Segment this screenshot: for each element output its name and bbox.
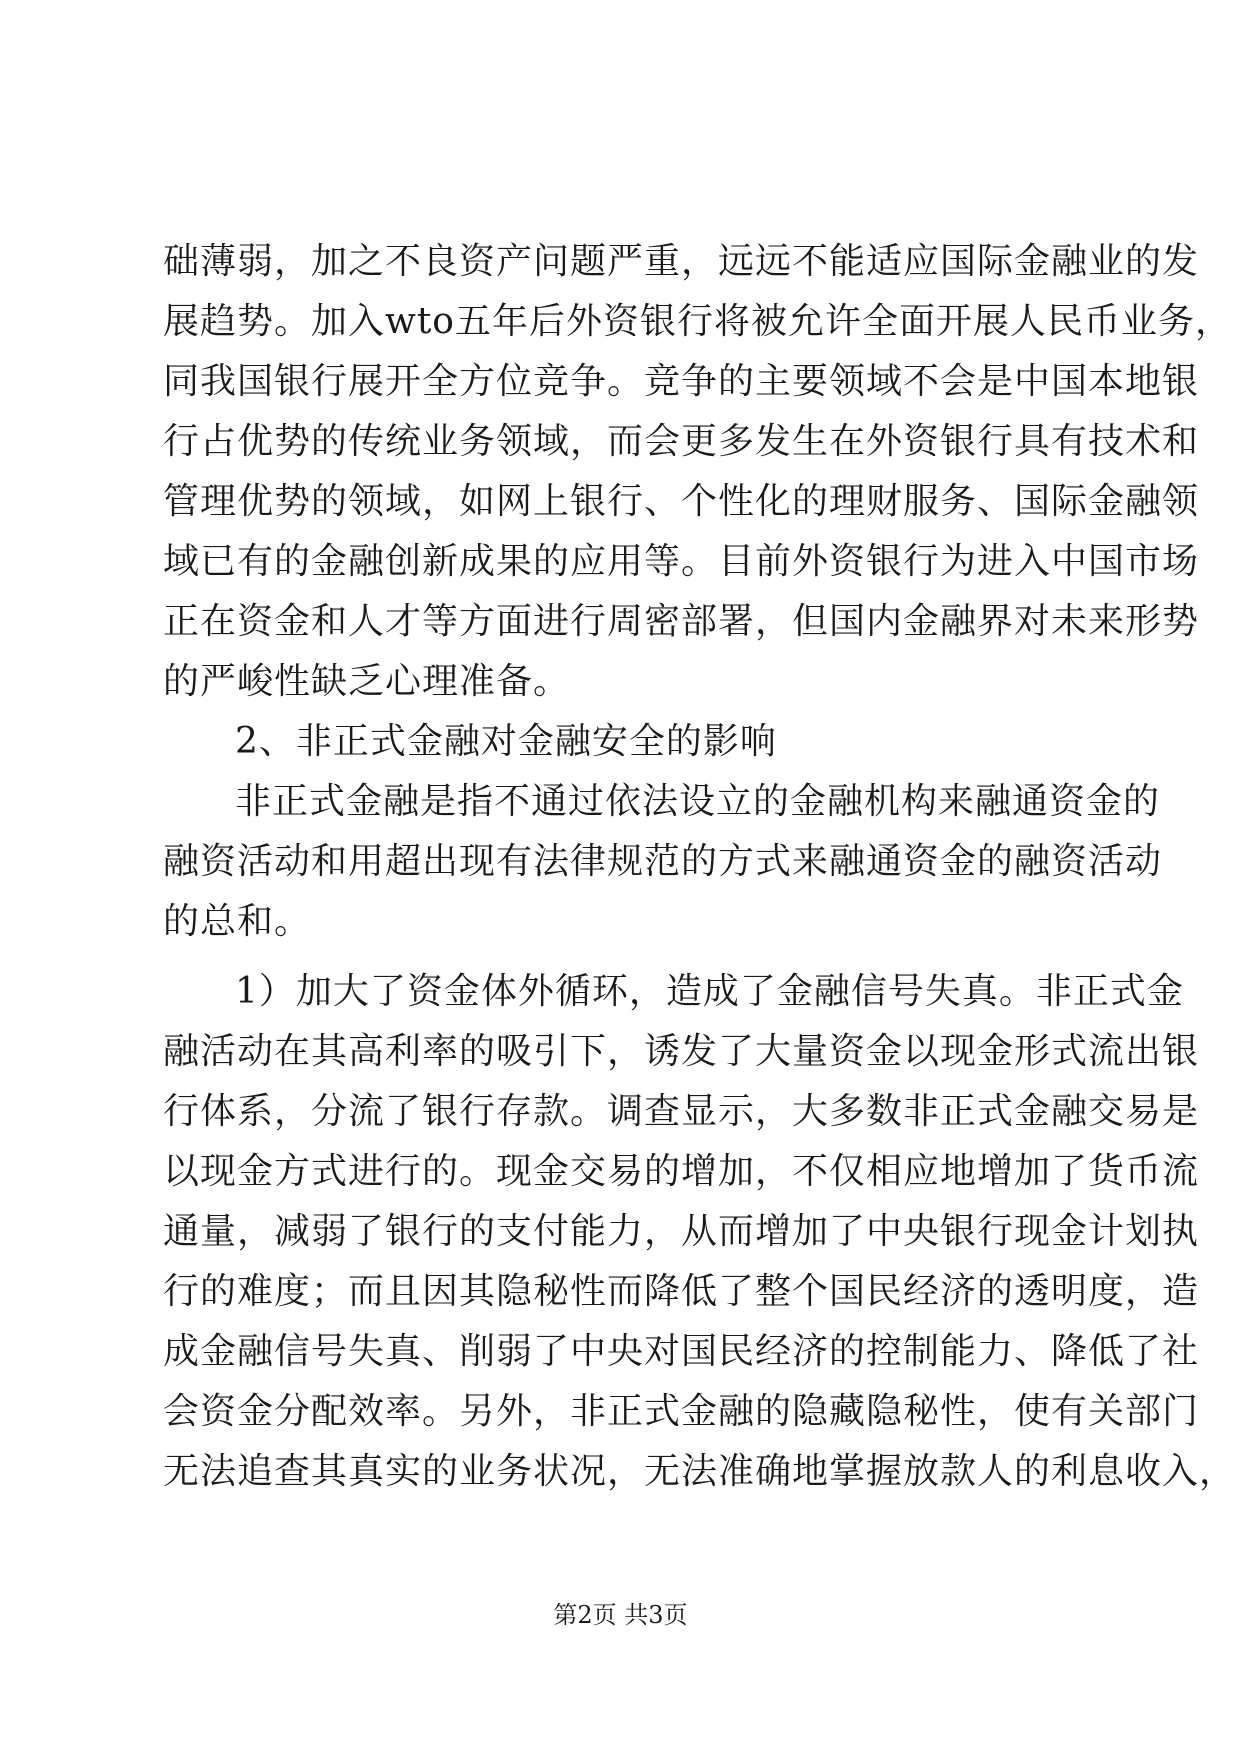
text-line: 展趋势。加入wto五年后外资银行将被允许全面开展人民币业务， (163, 301, 1232, 342)
text-line: 通量，减弱了银行的支付能力，从而增加了中央银行现金计划执 (163, 1211, 1200, 1252)
paragraph-first-line: 非正式金融是指不通过依法设立的金融机构来融通资金的 (235, 781, 1161, 822)
text-line: 的总和。 (163, 901, 312, 942)
text-line: 以现金方式进行的。现金交易的增加，不仅相应地增加了货币流 (163, 1151, 1200, 1192)
text-line: 正在资金和人才等方面进行周密部署，但国内金融界对未来形势 (163, 601, 1200, 642)
text-line: 管理优势的领域，如网上银行、个性化的理财服务、国际金融领 (163, 481, 1200, 522)
text-line: 行的难度；而且因其隐秘性而降低了整个国民经济的透明度，造 (163, 1271, 1200, 1312)
text-line: 础薄弱，加之不良资产问题严重，远远不能适应国际金融业的发 (163, 241, 1200, 282)
text-line: 会资金分配效率。另外，非正式金融的隐藏隐秘性，使有关部门 (163, 1391, 1200, 1432)
text-line: 融活动在其高利率的吸引下，诱发了大量资金以现金形式流出银 (163, 1031, 1200, 1072)
text-line: 同我国银行展开全方位竞争。竞争的主要领域不会是中国本地银 (163, 361, 1200, 402)
text-line: 无法追查其真实的业务状况，无法准确地掌握放款人的利息收入， (163, 1451, 1237, 1492)
text-line: 行体系，分流了银行存款。调查显示，大多数非正式金融交易是 (163, 1091, 1200, 1132)
text-line: 的严峻性缺乏心理准备。 (163, 661, 571, 702)
text-line: 行占优势的传统业务领域，而会更多发生在外资银行具有技术和 (163, 421, 1200, 462)
text-line: 成金融信号失真、削弱了中央对国民经济的控制能力、降低了社 (163, 1331, 1200, 1372)
paragraph-first-line: 1）加大了资金体外循环，造成了金融信号失真。非正式金 (235, 971, 1184, 1012)
text-line: 融资活动和用超出现有法律规范的方式来融通资金的融资活动 (163, 841, 1163, 882)
page-number-footer: 第2页 共3页 (553, 1601, 688, 1629)
section-heading: 2、非正式金融对金融安全的影响 (235, 721, 777, 762)
text-line: 域已有的金融创新成果的应用等。目前外资银行为进入中国市场 (163, 541, 1200, 582)
